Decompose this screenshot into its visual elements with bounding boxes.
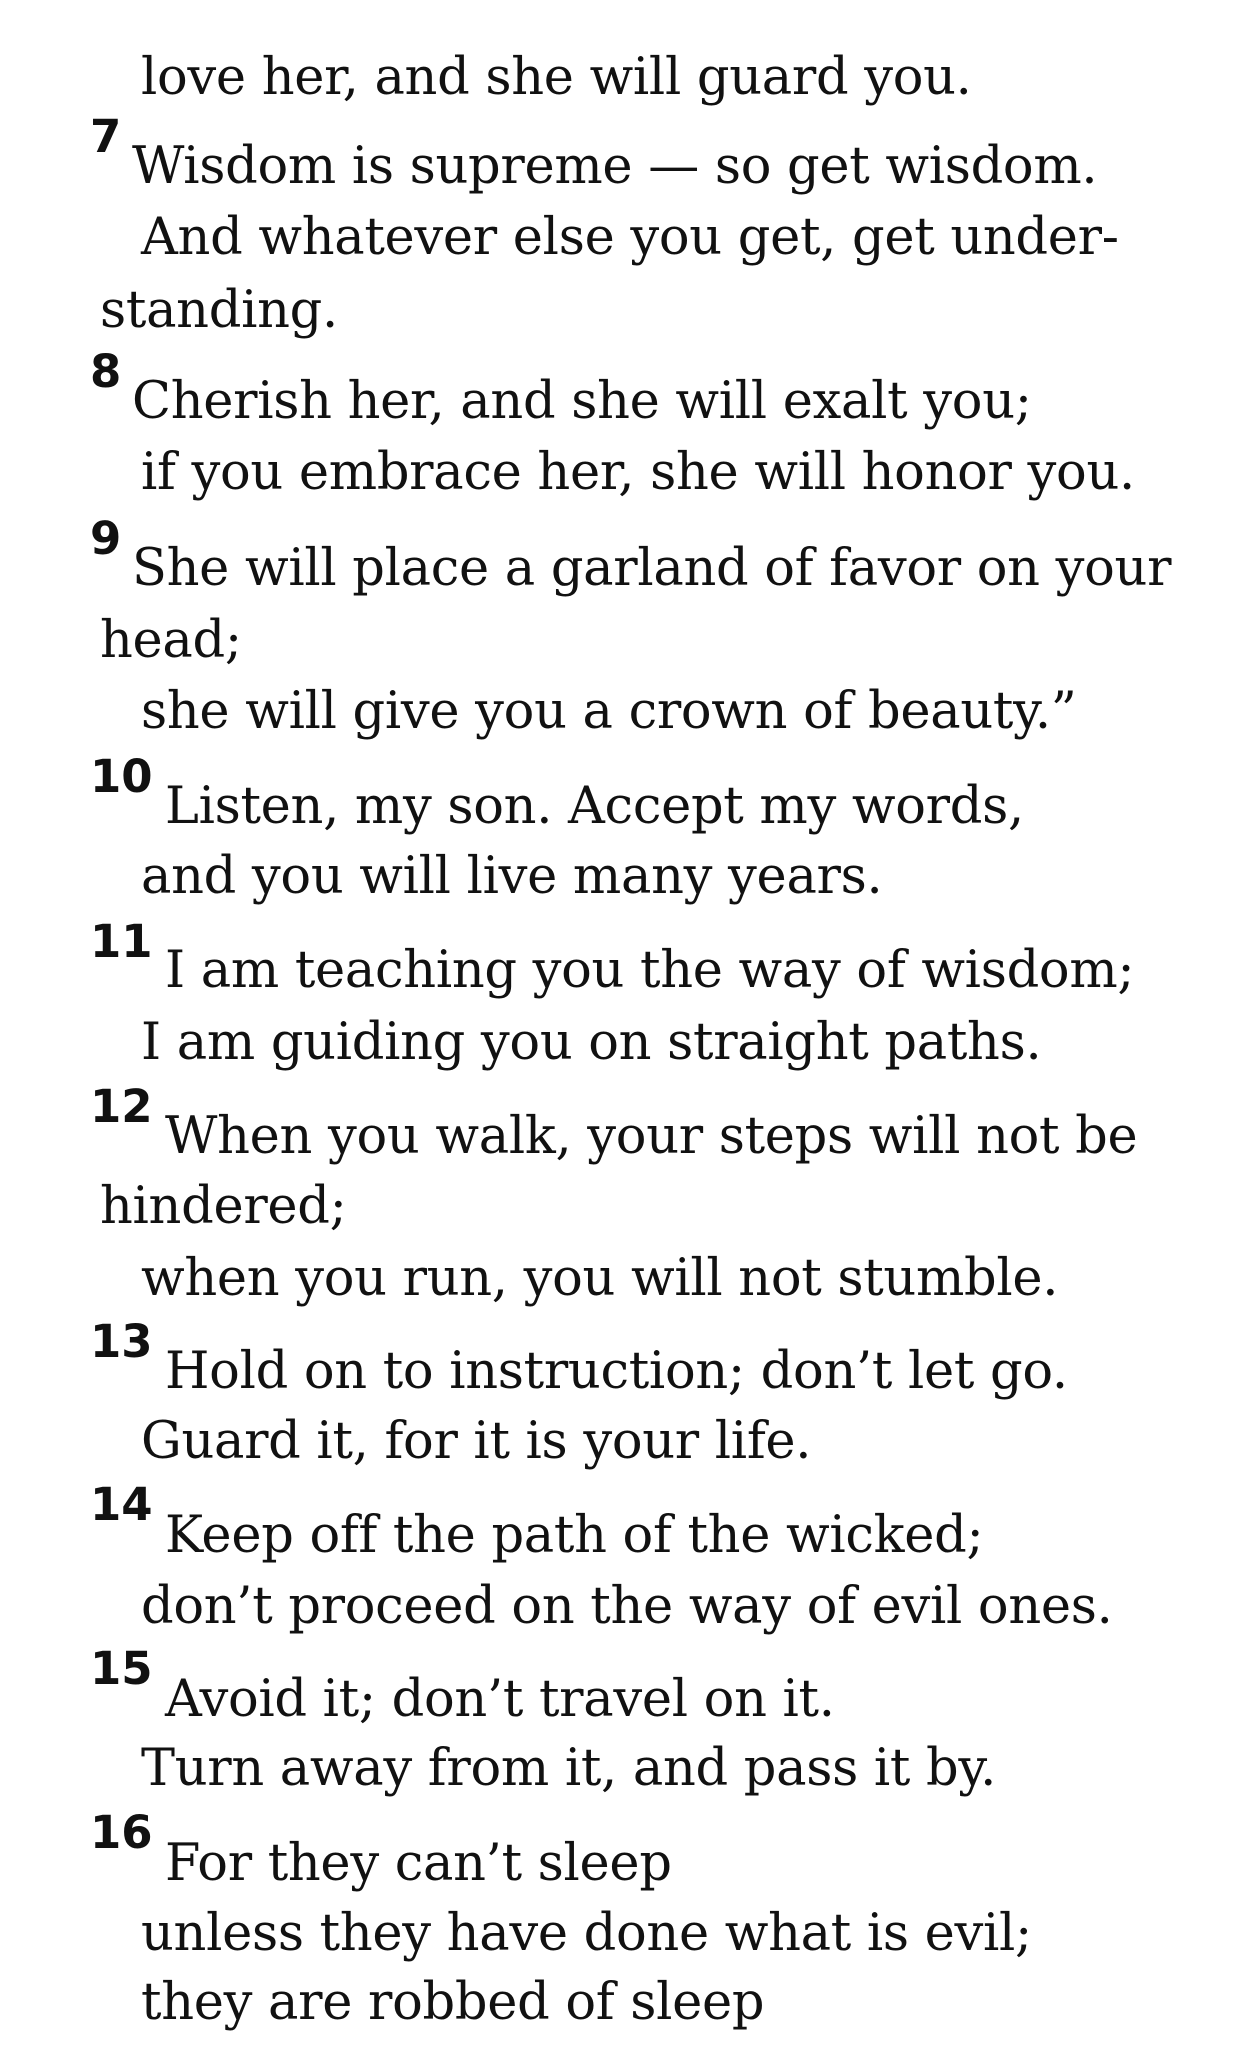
verse-line: she will give you a crown of beauty.” (141, 682, 1077, 741)
verse-number: 10 (90, 750, 153, 803)
verse-line: Avoid it; don’t travel on it. (165, 1670, 835, 1729)
verse-line: Hold on to instruction; don’t let go. (165, 1342, 1068, 1401)
verse-number: 16 (90, 1806, 153, 1859)
verse-line: I am guiding you on straight paths. (141, 1013, 1042, 1072)
verse-number: 12 (90, 1080, 153, 1133)
verse-line: Guard it, for it is your life. (141, 1412, 812, 1471)
verse-number: 13 (90, 1315, 153, 1368)
verse-line: Keep off the path of the wicked; (165, 1506, 984, 1565)
verse-number: 15 (90, 1642, 153, 1695)
verse-line: Cherish her, and she will exalt you; (132, 372, 1032, 431)
verse-number: 8 (90, 345, 122, 398)
verse-number: 9 (90, 512, 122, 565)
verse-line: if you embrace her, she will honor you. (141, 443, 1135, 502)
verse-line: unless they have done what is evil; (141, 1904, 1032, 1963)
verse-line: when you run, you will not stumble. (141, 1249, 1059, 1308)
verse-line: For they can’t sleep (165, 1834, 672, 1893)
verse-line: Turn away from it, and pass it by. (141, 1739, 996, 1798)
verse-line: Listen, my son. Accept my words, (165, 777, 1024, 836)
verse-line: Wisdom is supreme — so get wisdom. (132, 137, 1098, 196)
verse-line: head; (100, 611, 242, 670)
verse-line: When you walk, your steps will not be (165, 1107, 1138, 1166)
verse-line: hindered; (100, 1177, 347, 1236)
verse-line: She will place a garland of favor on your (132, 539, 1172, 598)
verse-number: 11 (90, 915, 153, 968)
verse-line: they are robbed of sleep (141, 1973, 765, 2032)
verse-line: don’t proceed on the way of evil ones. (141, 1577, 1113, 1636)
verse-line: And whatever else you get, get under- (141, 208, 1119, 267)
verse-line: I am teaching you the way of wisdom; (165, 941, 1135, 1000)
verse-line: love her, and she will guard you. (141, 48, 972, 107)
verse-line: and you will live many years. (141, 847, 883, 906)
verse-number: 7 (90, 110, 122, 163)
verse-line: standing. (100, 281, 338, 340)
verse-number: 14 (90, 1478, 153, 1531)
